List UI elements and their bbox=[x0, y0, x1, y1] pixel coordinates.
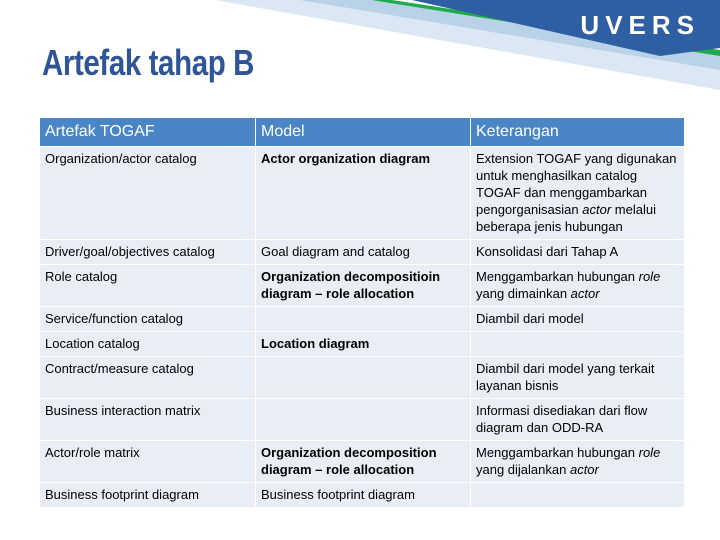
model-cell: Business footprint diagram bbox=[256, 483, 471, 508]
keterangan-text-mid: yang dijalankan bbox=[476, 462, 570, 477]
artefak-cell: Actor/role matrix bbox=[40, 441, 256, 483]
table-row bbox=[40, 399, 685, 441]
artefak-cell: Driver/goal/objectives catalog bbox=[40, 240, 256, 265]
artefak-cell: Role catalog bbox=[40, 265, 256, 307]
model-cell: Organization decomposition diagram – role allocation bbox=[256, 441, 471, 483]
artefak-cell: Organization/actor catalog bbox=[40, 147, 256, 240]
header-model: Model bbox=[256, 118, 471, 147]
model-cell: Organization decompositioin diagram – role allocation bbox=[256, 265, 471, 307]
keterangan-em: role bbox=[638, 445, 661, 460]
keterangan-cell: Konsolidasi dari Tahap A bbox=[471, 240, 685, 265]
keterangan-cell bbox=[471, 265, 685, 307]
artefak-cell: Service/function catalog bbox=[40, 307, 256, 332]
artefak-cell: Business interaction matrix bbox=[40, 399, 256, 441]
uvers-logo: UVERS bbox=[580, 10, 700, 40]
model-cell: Goal diagram and catalog bbox=[256, 240, 471, 265]
table-row bbox=[40, 240, 685, 265]
artefak-table bbox=[39, 117, 685, 508]
keterangan-text: Extension TOGAF yang digunakan untuk menghasilkan catalog TOGAF dan menggambarkan pengorganisasian bbox=[476, 151, 677, 217]
model-cell: Actor organization diagram bbox=[256, 147, 471, 240]
header-keterangan: Keterangan bbox=[471, 118, 685, 147]
page-title: Artefak tahap B bbox=[42, 42, 255, 83]
table-header-row bbox=[40, 118, 685, 147]
model-cell: Location diagram bbox=[256, 332, 471, 357]
artefak-cell: Location catalog bbox=[40, 332, 256, 357]
keterangan-cell: Informasi disediakan dari flow diagram dan ODD-RA bbox=[471, 399, 685, 441]
table-row bbox=[40, 357, 685, 399]
keterangan-text: Menggambarkan hubungan bbox=[476, 445, 639, 460]
table-row bbox=[40, 147, 685, 240]
table-row bbox=[40, 265, 685, 307]
keterangan-cell bbox=[471, 332, 685, 357]
keterangan-em: role bbox=[638, 269, 661, 284]
keterangan-cell bbox=[471, 147, 685, 240]
artefak-cell: Contract/measure catalog bbox=[40, 357, 256, 399]
keterangan-text-end: melalui beberapa jenis hubungan bbox=[476, 202, 656, 234]
keterangan-cell bbox=[471, 441, 685, 483]
keterangan-cell bbox=[471, 483, 685, 508]
keterangan-em: actor bbox=[582, 202, 612, 217]
table-row bbox=[40, 483, 685, 508]
model-cell bbox=[256, 307, 471, 332]
keterangan-em-2: actor bbox=[569, 462, 599, 477]
keterangan-em-2: actor bbox=[570, 286, 600, 301]
keterangan-cell: Diambil dari model yang terkait layanan bisnis bbox=[471, 357, 685, 399]
keterangan-cell: Diambil dari model bbox=[471, 307, 685, 332]
table-row bbox=[40, 307, 685, 332]
artefak-cell: Business footprint diagram bbox=[40, 483, 256, 508]
header-artefak: Artefak TOGAF bbox=[40, 118, 256, 147]
model-cell bbox=[256, 399, 471, 441]
model-cell bbox=[256, 357, 471, 399]
keterangan-text: Menggambarkan hubungan bbox=[476, 269, 639, 284]
table-row bbox=[40, 441, 685, 483]
table-row bbox=[40, 332, 685, 357]
keterangan-text-mid: yang dimainkan bbox=[476, 286, 571, 301]
